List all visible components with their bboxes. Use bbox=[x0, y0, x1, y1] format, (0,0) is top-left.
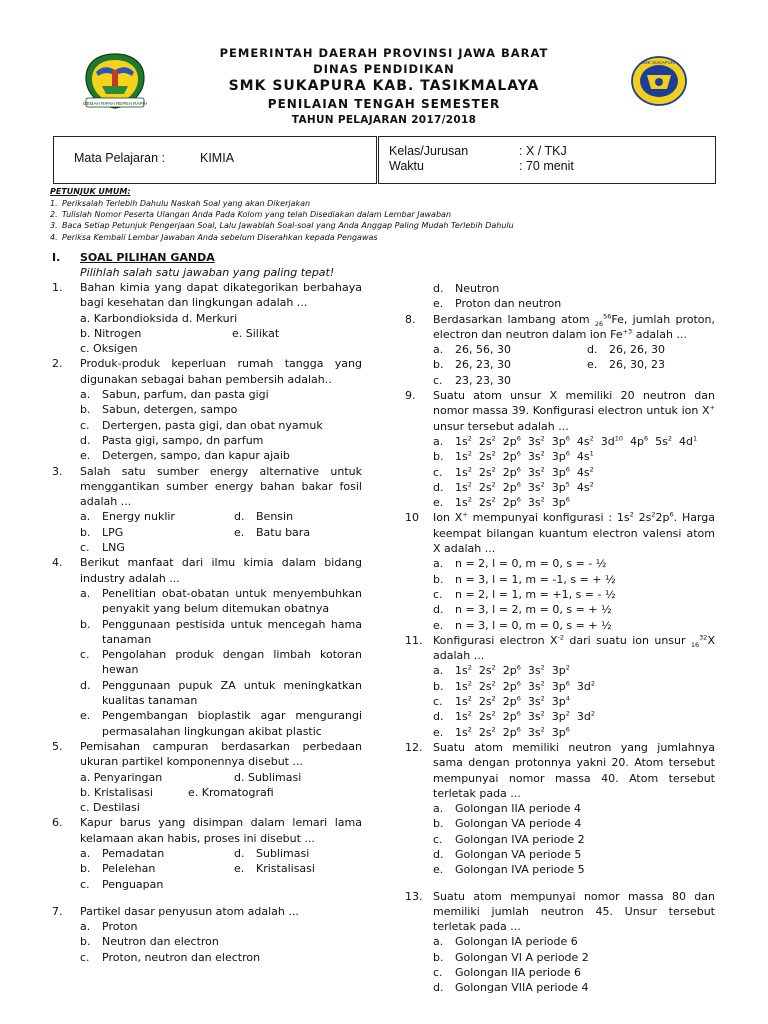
option-d[interactable]: d. $1s^2$ $2s^2$ $2p^6$ $3s^2$ $3p^2$ $3d^2$ bbox=[433, 709, 595, 724]
class-time-box bbox=[378, 136, 716, 184]
option-b[interactable]: b. Golongan VI A periode 2 bbox=[433, 950, 589, 964]
option-row[interactable]: a. Pemadatan d. Sublimasi bbox=[80, 846, 310, 860]
option-b[interactable]: b. Neutron dan electron bbox=[80, 935, 219, 949]
svg-text:GEMAH RIPAH REPEH RAPIH: GEMAH RIPAH REPEH RAPIH bbox=[82, 101, 148, 106]
svg-text:SMK SUKAPURA: SMK SUKAPURA bbox=[640, 60, 678, 65]
option-c[interactable]: c. Golongan IVA periode 2 bbox=[433, 832, 585, 846]
question-2: 2. Produk-produk keperluan rumah tangga yang digunakan sebagai bahan pembersih adalah.. bbox=[52, 357, 362, 386]
option-d[interactable]: d. Penggunaan pupuk ZA untuk meningkatkan kualitas tanaman bbox=[80, 678, 362, 708]
option-a[interactable]: a. $1s^2$ $2s^2$ $2p^6$ $3s^2$ $3p^2$ bbox=[433, 663, 570, 678]
left-column bbox=[52, 250, 362, 965]
option-e[interactable]: e. n = 3, l = 0, m = 0, s = + ½ bbox=[433, 618, 612, 632]
option-e[interactable]: e. Golongan IVA periode 5 bbox=[433, 863, 585, 877]
question-5: 5. Pemisahan campuran berdasarkan perbedaan ukuran partikel komponennya disebut ... bbox=[52, 739, 362, 769]
option-a[interactable]: a. n = 2, l = 0, m = 0, s = - ½ bbox=[433, 557, 607, 571]
question-8: 8. Berdasarkan lambang atom $_{26}^{56}$Fe, jumlah proton, electron dan neutron dalam ion $Fe^{+3}$ adalah ... bbox=[405, 311, 715, 341]
subject-box bbox=[53, 136, 377, 184]
instructions-title: PETUNJUK UMUM: bbox=[50, 187, 131, 196]
time-value: : 70 menit bbox=[519, 159, 574, 173]
subject-value: KIMIA bbox=[200, 151, 235, 165]
question-13: 13. Suatu atom mempunyai nomor massa 80 dan memiliki jumlah neutron 45. Unsur tersebut terletak pada ... bbox=[405, 889, 715, 934]
option-row[interactable]: b. 26, 23, 30 e. 26, 30, 23 bbox=[433, 358, 665, 372]
option-b[interactable]: b. Penggunaan pestisida untuk mencegah hama tanaman bbox=[80, 617, 362, 646]
option-b[interactable]: b. n = 3, l = 1, m = -1, s = + ½ bbox=[433, 572, 616, 586]
subject-label: Mata Pelajaran : bbox=[74, 151, 166, 165]
option-row[interactable]: b. Kristalisasi e. Kromatografi bbox=[80, 785, 274, 799]
instruction-item: 2. Tulislah Nomor Peserta Ulangan Anda Pada Kolom yang telah Disediakan dalam Lembar Jawaban bbox=[50, 210, 452, 219]
option-row[interactable]: b. Nitrogen e. Silikat bbox=[80, 326, 280, 340]
instruction-item: 4. Periksa Kembali Lembar Jawaban Anda sebelum Diserahkan kepada Pengawas bbox=[50, 233, 378, 242]
option-d[interactable]: d. Pasta gigi, sampo, dn parfum bbox=[80, 433, 264, 447]
question-12: 12. Suatu atom memiliki neutron yang jumlahnya sama dengan protonnya yakni 20. Atom tersebut mempunyai nomor massa 40. Atom tersebut terletak pada ... bbox=[405, 740, 715, 800]
question-4: 4. Berikut manfaat dari ilmu kimia dalam bidang industry adalah ... bbox=[52, 556, 362, 585]
option-d[interactable]: d. Golongan VIIA periode 4 bbox=[433, 981, 589, 995]
option-e[interactable]: e. Detergen, sampo, dan kapur ajaib bbox=[80, 449, 290, 463]
option-row[interactable]: a. Penyaringan d. Sublimasi bbox=[80, 770, 302, 784]
option-row[interactable]: c. 23, 23, 30 bbox=[433, 373, 511, 387]
option-e[interactable]: e. Pengembangan bioplastik agar mengurangi permasalahan lingkungan akibat plastic bbox=[80, 709, 362, 738]
option-e[interactable]: e. Proton dan neutron bbox=[433, 297, 562, 311]
exam-title: PENILAIAN TENGAH SEMESTER bbox=[267, 97, 501, 111]
question-7: 7. Partikel dasar penyusun atom adalah ... bbox=[52, 904, 299, 918]
option-b[interactable]: b. $1s^2$ $2s^2$ $2p^6$ $3s^2$ $3p^6$ $4s^1$ bbox=[433, 449, 594, 464]
option-a[interactable]: a. Sabun, parfum, dan pasta gigi bbox=[80, 388, 269, 402]
option-a[interactable]: a. Penelitian obat-obatan untuk menyembuhkan penyakit yang belum ditemukan obatnya bbox=[80, 586, 362, 616]
option-c[interactable]: c. $1s^2$ $2s^2$ $2p^6$ $3s^2$ $3p^6$ $4s^2$ bbox=[433, 464, 594, 479]
option-row[interactable]: c. Penguapan bbox=[80, 877, 164, 891]
option-e[interactable]: e. $1s^2$ $2s^2$ $2p^6$ $3s^2$ $3p^6$ bbox=[433, 495, 570, 510]
option-d[interactable]: d. $1s^2$ $2s^2$ $2p^6$ $3s^2$ $3p^5$ $4s^2$ bbox=[433, 480, 594, 494]
option-b[interactable]: b. $1s^2$ $2s^2$ $2p^6$ $3s^2$ $3p^6$ $3d^2$ bbox=[433, 679, 595, 693]
option-a[interactable]: a. Golongan IIA periode 4 bbox=[433, 802, 582, 816]
right-column bbox=[405, 281, 715, 996]
option-d[interactable]: d. n = 3, l = 2, m = 0, s = + ½ bbox=[433, 603, 612, 617]
question-10: 10 Ion X+ mempunyai konfigurasi : $1s^2$ $2s^22p^6$. Harga keempat bilangan kuantum electron valensi atom X adalah ... bbox=[405, 510, 716, 556]
option-row[interactable]: b. LPG e. Batu bara bbox=[80, 525, 311, 539]
header-line-2: DINAS PENDIDIKAN bbox=[313, 62, 455, 76]
option-a[interactable]: a. Golongan IA periode 6 bbox=[433, 935, 578, 949]
option-c[interactable]: c. Dertergen, pasta gigi, dan obat nyamuk bbox=[80, 418, 323, 432]
question-9: 9. Suatu atom unsur X memiliki 20 neutron dan nomor massa 39. Konfigurasi electron untuk ion X+ unsur tersebut adalah ... bbox=[405, 389, 715, 433]
section-title: SOAL PILIHAN GANDA bbox=[80, 251, 215, 264]
option-d[interactable]: d. Neutron bbox=[433, 282, 500, 295]
option-c[interactable]: c. Pengolahan produk dengan limbah kotoran hewan bbox=[80, 648, 362, 677]
option-c[interactable]: c. Golongan IIA periode 6 bbox=[433, 966, 582, 980]
option-d[interactable]: d. Golongan VA periode 5 bbox=[433, 847, 582, 861]
option-row[interactable]: a. Karbondioksida d. Merkuri bbox=[80, 311, 238, 325]
option-row[interactable]: c. Destilasi bbox=[80, 801, 140, 815]
question-11: 11. Konfigurasi electron $X^{-2}$ dari suatu ion unsur $_{16}^{32}$X adalah ... bbox=[405, 633, 715, 663]
instruction-item: 3. Baca Setiap Petunjuk Pengerjaan Soal, Lalu Jawablah Soal-soal yang Anda Anggap Paling Mudah Terlebih Dahulu bbox=[50, 221, 514, 230]
instruction-item: 1. Periksalah Terlebih Dahulu Naskah Soal yang akan Dikerjakan bbox=[50, 199, 311, 208]
option-b[interactable]: b. Golongan VA periode 4 bbox=[433, 817, 582, 831]
option-row[interactable]: b. Pelelehan e. Kristalisasi bbox=[80, 862, 315, 876]
option-b[interactable]: b. Sabun, detergen, sampo bbox=[80, 403, 238, 417]
option-a[interactable]: a. $1s^2$ $2s^2$ $2p^6$ $3s^2$ $3p^6$ $4s^2$ $3d^{10}$ $4p^6$ $5s^2$ $4d^1$ bbox=[433, 434, 698, 448]
option-c[interactable]: c. Proton, neutron dan electron bbox=[80, 950, 261, 964]
academic-year: TAHUN PELAJARAN 2017/2018 bbox=[291, 114, 477, 126]
class-value: : X / TKJ bbox=[519, 144, 567, 158]
option-row[interactable]: a. Energy nuklir d. Bensin bbox=[80, 510, 294, 524]
option-row[interactable]: c. Oksigen bbox=[80, 342, 138, 356]
option-c[interactable]: c. $1s^2$ $2s^2$ $2p^6$ $3s^2$ $3p^4$ bbox=[433, 694, 570, 709]
question-3: 3. Salah satu sumber energy alternative untuk menggantikan sumber energy bahan bakar fosil adalah ... bbox=[52, 464, 362, 509]
option-e[interactable]: e. $1s^2$ $2s^2$ $2p^6$ $3s^2$ $3p^6$ bbox=[433, 724, 570, 739]
class-label: Kelas/Jurusan bbox=[389, 144, 469, 158]
option-c[interactable]: c. n = 2, l = 1, m = +1, s = - ½ bbox=[433, 587, 616, 601]
question-6: 6. Kapur barus yang disimpan dalam lemari lama kelamaan akan habis, proses ini disebut ... bbox=[52, 816, 362, 845]
section-heading: I. SOAL PILIHAN GANDA bbox=[52, 251, 215, 264]
option-row[interactable]: c. LNG bbox=[80, 541, 125, 555]
section-subtitle: Pilihlah salah satu jawaban yang paling tepat! bbox=[80, 266, 335, 279]
option-a[interactable]: a. Proton bbox=[80, 920, 138, 934]
question-1: 1. Bahan kimia yang dapat dikategorikan berbahaya bagi kesehatan dan lingkungan adalah ... bbox=[52, 281, 362, 310]
school-name: SMK SUKAPURA KAB. TASIKMALAYA bbox=[228, 78, 540, 94]
header-line-1: PEMERINTAH DAERAH PROVINSI JAWA BARAT bbox=[219, 46, 549, 60]
option-row[interactable]: a. 26, 56, 30 d. 26, 26, 30 bbox=[433, 343, 665, 357]
time-label: Waktu bbox=[389, 159, 424, 173]
